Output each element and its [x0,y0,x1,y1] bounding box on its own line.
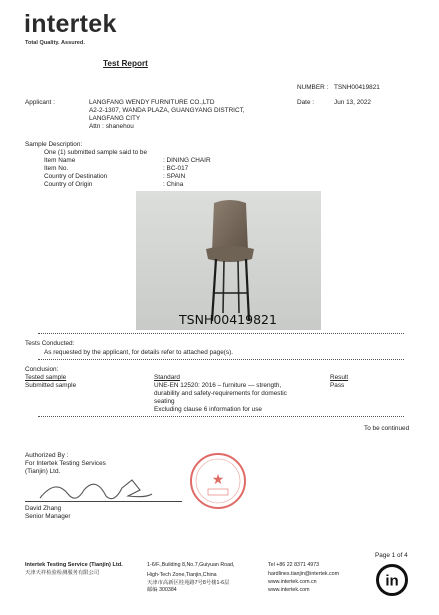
row-standard-line: Excluding clause 6 information for use [154,406,262,413]
footer-company-en: Intertek Testing Service (Tianjin) Ltd. [25,562,123,568]
svg-text:in: in [385,572,399,590]
divider [38,359,404,360]
signature-image [36,474,156,508]
col-header-standard: Standard [154,374,180,381]
sample-field-label: Item Name [44,157,76,164]
company-stamp [188,451,248,511]
to-be-continued: To be continued [364,425,410,432]
report-title: Test Report [103,59,148,68]
sample-field-value: : BC-017 [163,165,189,172]
footer-website-cn: www.intertek.com.cn [268,579,317,585]
sample-field-label: Country of Destination [44,173,108,180]
page-number: Page 1 of 4 [375,552,408,559]
divider [38,333,404,334]
row-result: Pass [330,382,345,389]
sample-heading: Sample Description: [25,141,83,148]
svg-text:★: ★ [211,472,225,488]
footer-company-cn: 天津天祥检验检测服务有限公司 [25,570,100,576]
intertek-logo: intertek [24,10,117,38]
applicant-attn: Attn : shanehou [89,123,134,130]
intertek-roundel-icon [375,563,409,597]
footer-tel: Tel +86 22 8371 4973 [268,562,320,568]
sample-intro: One (1) submitted sample said to be [44,149,148,156]
signer-title: Senior Manager [25,513,71,520]
col-header-result: Result [330,374,349,381]
sample-field-label: Item No. [44,165,69,172]
footer-website: www.intertek.com [268,587,310,593]
authorized-for: For Intertek Testing Services [25,460,106,467]
report-date-label: Date : [297,99,315,106]
sample-field-label: Country of Origin [44,181,93,188]
footer-address-line: 邮编 300384 [147,587,177,593]
sample-photo [136,191,321,330]
tests-text: As requested by the applicant, for details refer to attached page(s). [44,349,233,356]
sample-field-value: : SPAIN [163,173,186,180]
row-standard-line: durability and safety-requirements for domestic [154,390,287,397]
signature-line [25,501,182,502]
authorized-company: (Tianjin) Ltd. [25,468,61,475]
footer-address-line: 天津市高新区桂苑路7号8号楼1-6层 [147,580,230,586]
photo-caption: TSNH00419821 [179,312,277,327]
footer-address-line: High-Tech Zone,Tianjin,China [147,572,217,578]
row-standard-line: seating [154,398,175,405]
applicant-label: Applicant : [25,99,55,106]
logo-tagline: Total Quality. Assured. [25,40,85,46]
applicant-line: A2-2-1307, WANDA PLAZA, GUANGYANG DISTRICT, [89,107,245,114]
divider [38,416,404,417]
report-date-value: Jun 13, 2022 [334,99,371,106]
row-sample: Submitted sample [25,382,77,389]
conclusion-heading: Conclusion: [25,366,59,373]
tests-heading: Tests Conducted: [25,340,75,347]
footer-address-line: 1-6/F.,Building 8,No.7,Guiyuan Road, [147,562,235,568]
authorized-by: Authorized By : [25,452,69,459]
col-header-sample: Tested sample [25,374,67,381]
applicant-line: LANGFANG CITY [89,115,141,122]
sample-field-value: : China [163,181,184,188]
footer-email: hardlines.tianjin@intertek.com [268,571,340,577]
signer-name: David Zhang [25,505,62,512]
report-number-label: NUMBER : [297,84,329,91]
chair-image [136,191,321,330]
report-number-value: TSNH00419821 [334,84,380,91]
row-standard-line: UNE-EN 12520: 2016 – furniture — strength, [154,382,282,389]
applicant-line: LANGFANG WENDY FURNITURE CO.,LTD [89,99,215,106]
sample-field-value: : DINING CHAIR [163,157,211,164]
